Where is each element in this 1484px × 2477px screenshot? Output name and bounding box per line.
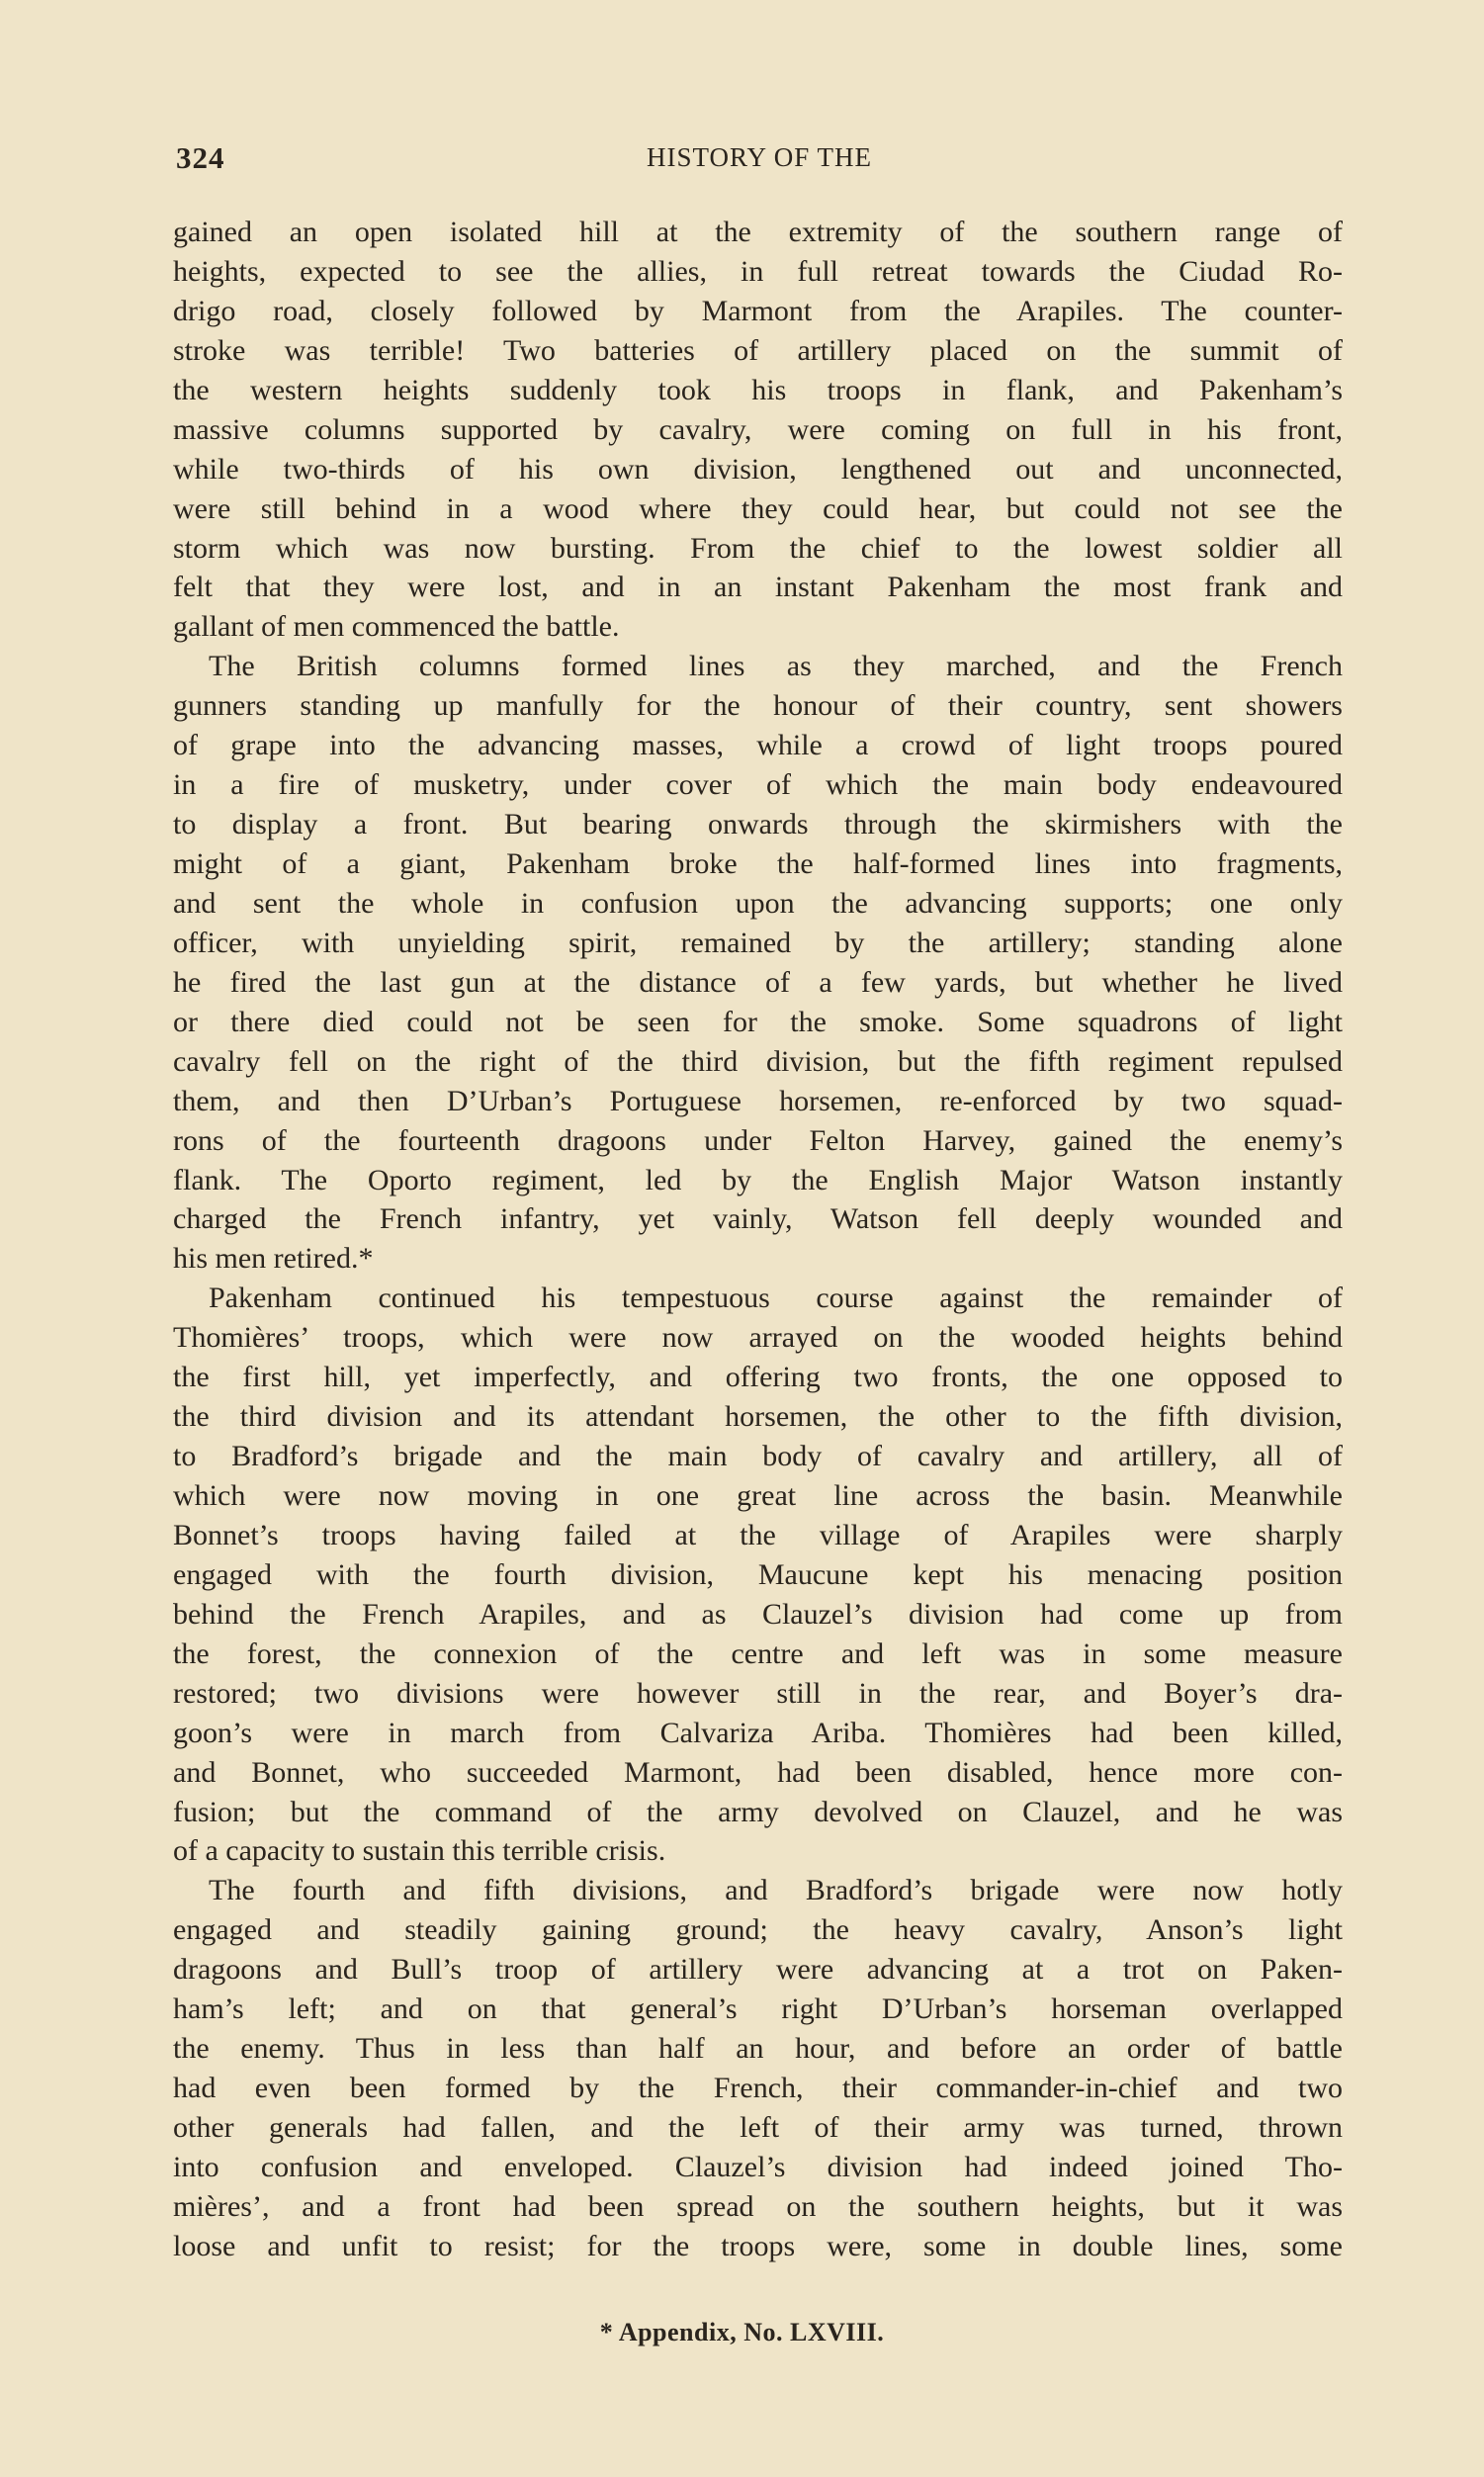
text-line: mières’, and a front had been spread on the southern heights, but it was — [173, 2189, 1343, 2223]
text-line: charged the French infantry, yet vainly, Watson fell deeply wounded and — [173, 1202, 1343, 1236]
text-line: the enemy. Thus in less than half an hour, and before an order of battle — [173, 2032, 1343, 2066]
text-line: massive columns supported by cavalry, were coming on full in his front, — [173, 412, 1343, 446]
text-line: of a capacity to sustain this terrible crisis. — [173, 1834, 666, 1868]
text-line: Pakenham continued his tempestuous course against the remainder of — [209, 1282, 1343, 1315]
text-line: loose and unfit to resist; for the troops were, some in double lines, some — [173, 2229, 1343, 2262]
text-line: the forest, the connexion of the centre and left was in some measure — [173, 1637, 1343, 1670]
text-line: to Bradford’s brigade and the main body of cavalry and artillery, all of — [173, 1440, 1343, 1473]
text-line: had even been formed by the French, their commander-in-chief and two — [173, 2072, 1343, 2105]
text-line: which were now moving in one great line across the basin. Meanwhile — [173, 1479, 1343, 1512]
text-line: felt that they were lost, and in an instant Pakenham the most frank and — [173, 571, 1343, 604]
text-line: engaged and steadily gaining ground; the heavy cavalry, Anson’s light — [173, 1913, 1343, 1947]
text-line: his men retired.* — [173, 1242, 374, 1276]
text-line: gained an open isolated hill at the extremity of the southern range of — [173, 216, 1343, 248]
text-line: restored; two divisions were however still in the rear, and Boyer’s dra- — [173, 1676, 1343, 1710]
body-text — [173, 213, 1343, 2266]
text-line: to display a front. But bearing onwards through the skirmishers with the — [173, 808, 1343, 841]
footnote: * Appendix, No. LXVIII. — [599, 2318, 885, 2346]
text-line: the third division and its attendant horsemen, the other to the fifth division, — [173, 1400, 1343, 1434]
text-line: fusion; but the command of the army devolved on Clauzel, and he was — [173, 1795, 1343, 1828]
text-line: while two-thirds of his own division, lengthened out and unconnected, — [173, 452, 1343, 486]
text-line: and Bonnet, who succeeded Marmont, had been disabled, hence more con- — [173, 1755, 1343, 1789]
text-line: behind the French Arapiles, and as Clauzel’s division had come up from — [173, 1597, 1343, 1631]
page-header — [176, 140, 1343, 180]
text-line: The fourth and fifth divisions, and Bradford’s brigade were now hotly — [209, 1874, 1343, 1907]
text-line: gallant of men commenced the battle. — [173, 610, 620, 644]
text-line: the western heights suddenly took his troops in flank, and Pakenham’s — [173, 373, 1343, 406]
text-line: storm which was now bursting. From the chief to the lowest soldier all — [173, 531, 1343, 565]
text-line: engaged with the fourth division, Maucune kept his menacing position — [173, 1557, 1343, 1591]
text-line: flank. The Oporto regiment, led by the English Major Watson instantly — [173, 1163, 1343, 1196]
text-line: cavalry fell on the right of the third division, but the fifth regiment repulsed — [173, 1044, 1343, 1078]
text-line: heights, expected to see the allies, in full retreat towards the Ciudad Ro- — [173, 254, 1343, 288]
text-line: were still behind in a wood where they could hear, but could not see the — [173, 491, 1343, 525]
text-line: them, and then D’Urban’s Portuguese horsemen, re-enforced by two squad- — [173, 1084, 1343, 1117]
text-line: ham’s left; and on that general’s right D’Urban’s horseman overlapped — [173, 1992, 1343, 2026]
text-line: might of a giant, Pakenham broke the half-formed lines into fragments, — [173, 847, 1343, 880]
text-line: gunners standing up manfully for the honour of their country, sent showers — [173, 689, 1343, 723]
text-line: stroke was terrible! Two batteries of artillery placed on the summit of — [173, 333, 1343, 367]
text-line: into confusion and enveloped. Clauzel’s division had indeed joined Tho- — [173, 2150, 1343, 2183]
running-head: HISTORY OF THE — [646, 142, 873, 172]
text-line: drigo road, closely followed by Marmont from the Arapiles. The counter- — [173, 294, 1343, 327]
text-line: officer, with unyielding spirit, remained by the artillery; standing alone — [173, 926, 1343, 959]
text-line: The British columns formed lines as they marched, and the French — [209, 650, 1343, 683]
text-line: he fired the last gun at the distance of a few yards, but whether he lived — [173, 965, 1343, 999]
text-line: and sent the whole in confusion upon the advancing supports; one only — [173, 886, 1343, 920]
text-line: goon’s were in march from Calvariza Ariba. Thomières had been killed, — [173, 1716, 1343, 1749]
text-line: Bonnet’s troops having failed at the village of Arapiles were sharply — [173, 1518, 1343, 1551]
text-line: Thomières’ troops, which were now arrayed on the wooded heights behind — [173, 1321, 1343, 1355]
text-line: rons of the fourteenth dragoons under Felton Harvey, gained the enemy’s — [173, 1123, 1343, 1157]
text-line: in a fire of musketry, under cover of which the main body endeavoured — [173, 768, 1343, 802]
text-line: other generals had fallen, and the left of their army was turned, thrown — [173, 2111, 1343, 2144]
text-line: the first hill, yet imperfectly, and offering two fronts, the one opposed to — [173, 1361, 1343, 1394]
text-line: of grape into the advancing masses, while a crowd of light troops poured — [173, 729, 1343, 762]
page-number: 324 — [176, 140, 225, 175]
text-line: dragoons and Bull’s troop of artillery were advancing at a trot on Paken- — [173, 1953, 1343, 1987]
text-line: or there died could not be seen for the smoke. Some squadrons of light — [173, 1005, 1343, 1038]
